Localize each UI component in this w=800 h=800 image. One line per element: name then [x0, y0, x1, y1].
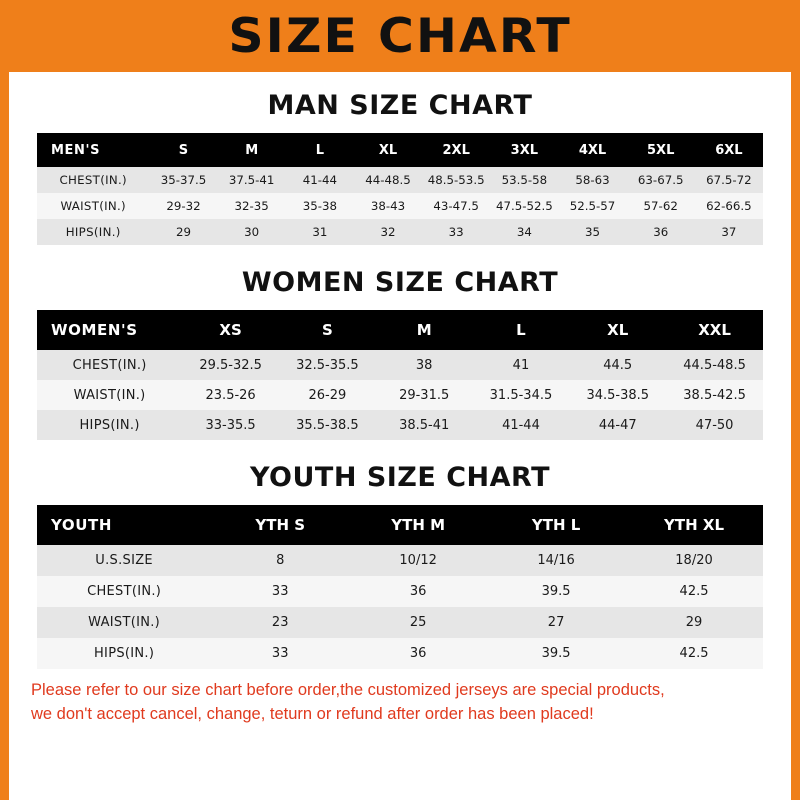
- table-cell: 36: [409, 646, 427, 661]
- table-cell: 41-44: [502, 417, 540, 433]
- order-policy-note: [9, 669, 791, 727]
- man-size-table: [37, 133, 763, 245]
- table-cell: 47.5-52.5: [495, 199, 553, 213]
- table-cell: 62-66.5: [706, 199, 752, 213]
- table-cell: 32: [380, 225, 396, 239]
- column-header: YTH M: [391, 516, 446, 534]
- table-cell: 34.5-38.5: [586, 387, 650, 403]
- table-cell: 23.5-26: [205, 387, 256, 403]
- table-cell: 31: [312, 225, 328, 239]
- table-cell: 44.5: [603, 357, 633, 373]
- table-cell: 44-47: [598, 417, 637, 433]
- table-cell: 25: [409, 615, 427, 630]
- column-header: S: [178, 142, 189, 158]
- column-header: M: [416, 321, 432, 339]
- table-cell: 33: [271, 584, 289, 599]
- column-header: MEN'S: [51, 142, 101, 158]
- table-cell: 33-35.5: [205, 417, 256, 433]
- women-size-table: [37, 310, 763, 440]
- column-header: L: [516, 321, 526, 339]
- column-header: XXL: [698, 321, 731, 339]
- note-line-1: Please refer to our size chart before order,the customized jerseys are special products,: [31, 681, 665, 699]
- table-cell: 29-32: [166, 199, 201, 213]
- table-header-row: [37, 310, 763, 350]
- table-row: [37, 193, 763, 219]
- table-cell: 29: [685, 615, 703, 630]
- youth-section-title: YOUTH SIZE CHART: [249, 462, 551, 493]
- row-header: WAIST(IN.): [73, 387, 146, 403]
- table-cell: 35.5-38.5: [296, 417, 359, 433]
- row-header: HIPS(IN.): [79, 417, 140, 433]
- table-cell: 42.5: [679, 646, 709, 661]
- table-cell: 23: [271, 615, 289, 630]
- women-size-chart: [9, 310, 791, 440]
- table-row: [37, 167, 763, 193]
- table-cell: 47-50: [695, 417, 734, 433]
- table-cell: 35: [585, 225, 601, 239]
- note-line-2: we don't accept cancel, change, teturn or refund after order has been placed!: [31, 704, 594, 723]
- table-cell: 35-38: [302, 199, 337, 213]
- table-row: [37, 638, 763, 669]
- man-size-chart: [9, 133, 791, 245]
- column-header: 6XL: [715, 142, 743, 158]
- column-header: YTH S: [255, 516, 306, 534]
- table-cell: 42.5: [679, 584, 709, 599]
- column-header: S: [321, 321, 333, 339]
- table-cell: 14/16: [537, 553, 575, 568]
- column-header: XS: [219, 321, 242, 339]
- table-cell: 35-37.5: [160, 173, 207, 187]
- table-cell: 10/12: [399, 553, 437, 568]
- table-cell: 41-44: [302, 173, 337, 187]
- youth-size-table: [37, 505, 763, 669]
- column-header: YTH XL: [664, 516, 725, 534]
- table-header-row: [37, 133, 763, 167]
- table-cell: 37: [721, 225, 737, 239]
- column-header: 3XL: [510, 142, 539, 158]
- table-cell: 30: [244, 225, 260, 239]
- man-section-title: MAN SIZE CHART: [267, 90, 533, 121]
- table-cell: 58-63: [575, 173, 610, 187]
- table-cell: 63-67.5: [637, 173, 684, 187]
- column-header: XL: [607, 321, 629, 339]
- column-header: YOUTH: [51, 516, 113, 534]
- table-cell: 34: [516, 225, 532, 239]
- column-header: 2XL: [442, 142, 470, 158]
- column-header: WOMEN'S: [51, 321, 138, 339]
- column-header: YTH L: [531, 516, 581, 534]
- table-cell: 33: [448, 225, 464, 239]
- table-cell: 33: [271, 646, 289, 661]
- table-cell: 43-47.5: [433, 199, 479, 213]
- table-cell: 29-31.5: [399, 387, 450, 403]
- row-header: CHEST(IN.): [59, 173, 127, 187]
- table-row: [37, 607, 763, 638]
- row-header: CHEST(IN.): [72, 357, 147, 373]
- table-cell: 52.5-57: [569, 199, 616, 213]
- row-header: HIPS(IN.): [65, 225, 121, 239]
- table-cell: 18/20: [675, 553, 713, 568]
- column-header: 4XL: [578, 142, 607, 158]
- table-cell: 36: [653, 225, 669, 239]
- table-cell: 36: [409, 584, 427, 599]
- table-row: [37, 545, 763, 576]
- row-header: CHEST(IN.): [87, 584, 162, 599]
- table-cell: 27: [547, 615, 565, 630]
- table-row: [37, 410, 763, 440]
- row-header: U.S.SIZE: [95, 553, 153, 568]
- table-row: [37, 350, 763, 380]
- table-cell: 41: [512, 357, 530, 373]
- table-cell: 38.5-42.5: [683, 387, 746, 403]
- table-cell: 48.5-53.5: [427, 173, 485, 187]
- table-cell: 29: [175, 225, 191, 239]
- table-cell: 67.5-72: [706, 173, 752, 187]
- table-cell: 44-48.5: [365, 173, 411, 187]
- row-header: WAIST(IN.): [60, 199, 126, 213]
- table-cell: 8: [276, 553, 285, 568]
- table-cell: 38: [415, 357, 433, 373]
- table-header-row: [37, 505, 763, 545]
- table-cell: 53.5-58: [501, 173, 548, 187]
- table-row: [37, 576, 763, 607]
- table-cell: 26-29: [308, 387, 347, 403]
- table-cell: 29.5-32.5: [199, 357, 262, 373]
- banner-title: SIZE CHART: [228, 8, 572, 64]
- youth-size-chart: [9, 505, 791, 669]
- column-header: M: [245, 142, 259, 158]
- table-cell: 31.5-34.5: [489, 387, 553, 403]
- women-section-title: WOMEN SIZE CHART: [241, 267, 559, 298]
- table-cell: 38-43: [370, 199, 406, 213]
- column-header: 5XL: [647, 142, 675, 158]
- table-cell: 38.5-41: [399, 417, 450, 433]
- column-header: L: [315, 142, 324, 158]
- table-cell: 39.5: [541, 646, 571, 661]
- table-cell: 32.5-35.5: [296, 357, 359, 373]
- table-row: [37, 219, 763, 245]
- table-cell: 37.5-41: [228, 173, 275, 187]
- column-header: XL: [378, 142, 398, 158]
- table-cell: 44.5-48.5: [683, 357, 746, 373]
- table-cell: 39.5: [541, 584, 571, 599]
- row-header: HIPS(IN.): [93, 646, 155, 661]
- table-cell: 57-62: [643, 199, 678, 213]
- table-row: [37, 380, 763, 410]
- table-cell: 32-35: [234, 199, 269, 213]
- banner: [9, 0, 791, 72]
- row-header: WAIST(IN.): [88, 615, 161, 630]
